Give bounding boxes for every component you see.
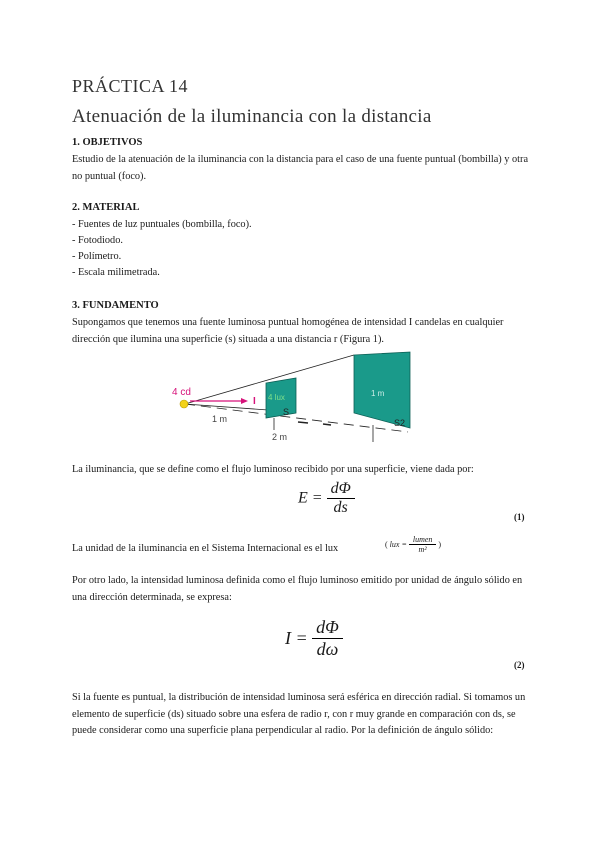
lux-definition: ( lux = $\frac{\text{lumen}}{\text{m²}}$ )	[385, 535, 442, 554]
material-item-4: - Escala milimetrada.	[72, 267, 160, 278]
equation-2	[285, 617, 343, 660]
eq2-numerator: dΦ	[312, 617, 343, 639]
eq1-denominator: ds	[333, 499, 348, 516]
eq2-lhs: I =	[285, 628, 308, 648]
arrow-head-icon	[241, 398, 248, 404]
section-heading-objetivos: 1. OBJETIVOS	[72, 137, 143, 148]
distance-2m-label: 2 m	[272, 432, 288, 442]
eq1-lhs: E =	[298, 489, 323, 507]
near-lux-label: 4 lux	[268, 393, 285, 402]
objetivos-text: Estudio de la atenuación de la iluminancia con la distancia para el caso de una fuente puntual (bombilla) y otra no puntual (foco).	[72, 154, 529, 182]
surface-s-label: S	[283, 407, 290, 417]
material-item-2: - Fotodiodo.	[72, 235, 123, 246]
far-lux-label: 1 m	[371, 389, 385, 398]
material-item-1: - Fuentes de luz puntuales (bombilla, foco).	[72, 219, 252, 230]
dash-mark	[298, 422, 308, 423]
eq1-numerator: dΦ	[327, 480, 355, 499]
eq2-denominator: dω	[316, 639, 339, 659]
lux-lhs: lux =	[389, 540, 407, 549]
lux-fraction	[409, 535, 437, 554]
intensity-label: I	[253, 396, 256, 407]
figure-inverse-square-diagram	[168, 350, 438, 445]
fundamento-paragraph-2: La iluminancia, que se define como el flujo luminoso recibido por una superficie, viene dada por:	[72, 464, 474, 475]
fundamento-paragraph-3: La unidad de la iluminancia en el Sistema Internacional es el lux	[72, 543, 339, 554]
equation-2-number: (2)	[514, 660, 525, 670]
equation-1	[298, 480, 355, 517]
surface-s2-label: S2	[394, 418, 406, 428]
section-heading-material: 2. MATERIAL	[72, 202, 140, 213]
section-heading-fundamento: 3. FUNDAMENTO	[72, 300, 159, 311]
fundamento-paragraph-5: Si la fuente es puntual, la distribución de intensidad luminosa será esférica en dirección radial. Si tomamos un elemento de superficie (ds) situado sobre una esfera de radio r, con r muy grande en comparación con ds, se puede considerar como una superficie plana perpendicular al radio. Por la definición de ángulo sólido:	[72, 692, 526, 736]
equation-1-number: (1)	[514, 512, 525, 522]
dash-mark	[323, 424, 331, 425]
lux-numerator: lumen	[409, 535, 437, 545]
fundamento-paragraph-1: Supongamos que tenemos una fuente luminosa puntual homogénea de intensidad I candelas en cualquier dirección que ilumina una superficie (s) situada a una distancia r (Figura 1).	[72, 317, 504, 345]
fundamento-paragraph-4: Por otro lado, la intensidad luminosa definida como el flujo luminoso emitido por unidad de ángulo sólido en una dirección determinada, se expresa:	[72, 575, 523, 603]
practice-number: PRÁCTICA 14	[72, 76, 189, 96]
light-source-icon	[180, 400, 188, 408]
eq1-fraction	[327, 480, 355, 517]
eq2-fraction	[312, 617, 343, 660]
source-label: 4 cd	[172, 387, 191, 398]
material-item-3: - Polímetro.	[72, 251, 122, 262]
lux-denominator: m²	[418, 545, 427, 554]
page-title: Atenuación de la iluminancia con la distancia	[72, 106, 432, 127]
distance-1m-label: 1 m	[212, 414, 228, 424]
